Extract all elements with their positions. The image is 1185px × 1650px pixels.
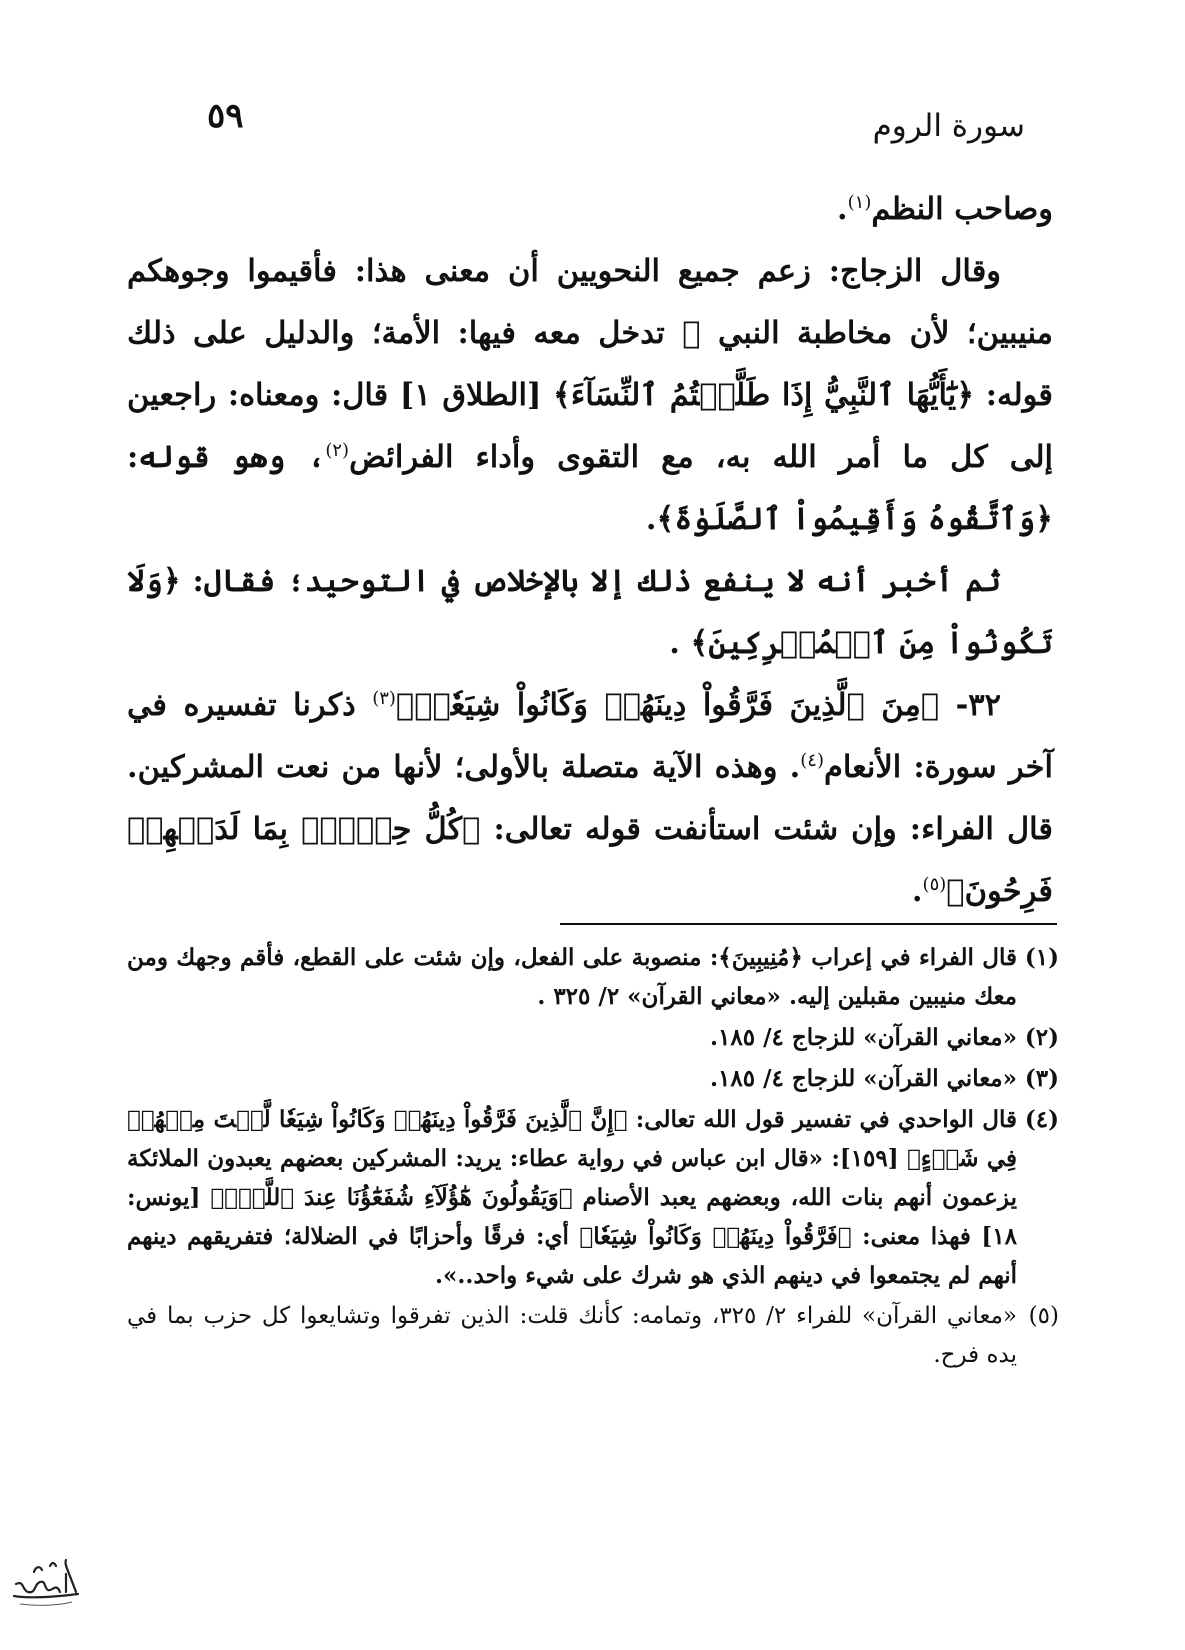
footnote-number: (٣) bbox=[1024, 1065, 1059, 1092]
paragraph-1-end: . bbox=[837, 191, 848, 227]
footnote-3 bbox=[127, 1059, 1059, 1098]
verse-number-32: ٣٢- bbox=[939, 687, 1001, 723]
footnote-text: «معاني القرآن» للفراء ٢/ ٣٢٥، وتمامه: كأنك قلت: الذين تفرقوا وتشايعوا كل حزب بما في يده فرح. bbox=[127, 1303, 1017, 1368]
main-text bbox=[127, 178, 1053, 922]
footnote-4 bbox=[127, 1100, 1059, 1295]
footnote-ref-1[interactable]: (١) bbox=[847, 191, 872, 213]
footnote-number: (٥) bbox=[1028, 1303, 1059, 1329]
footnote-1 bbox=[127, 938, 1059, 1016]
paragraph-2 bbox=[127, 240, 1053, 550]
quran-verse-talaq: ﴿يَٰٓأَيُّهَا ٱلنَّبِيُّ إِذَا طَلَّقۡتُمُ ٱلنِّسَآءَ﴾ bbox=[553, 377, 975, 413]
paragraph-4-end: . bbox=[911, 873, 923, 909]
paragraph-2-text-c: ، وهو قوله: bbox=[127, 439, 326, 475]
paragraph-3-end: . bbox=[669, 625, 691, 661]
footnotes bbox=[127, 938, 1059, 1377]
quran-verse-32: ﴿مِنَ ٱلَّذِينَ فَرَّقُواْ دِينَهُمۡ وَكَانُواْ شِيَعٗاۖ﴾ bbox=[395, 687, 940, 723]
quran-verse-salah: ﴿وَٱتَّقُوهُ وَأَقِيمُواْ ٱلصَّلَوٰةَ﴾ bbox=[656, 501, 1053, 537]
paragraph-4-text-b: . وهذه الآية متصلة بالأولى؛ لأنها من نعت المشركين. قال الفراء: وإن شئت استأنفت قوله تعالى: bbox=[127, 749, 1053, 847]
footnote-ref-4[interactable]: (٤) bbox=[800, 749, 824, 771]
paragraph-2-end: . bbox=[645, 501, 657, 537]
paragraph-2-text-b: [الطلاق ١] قال: ومعناه: راجعين إلى كل ما أمر الله به، مع التقوى وأداء الفرائض bbox=[127, 377, 1053, 475]
footnote-5 bbox=[127, 1297, 1059, 1375]
footnote-text: قال الواحدي في تفسير قول الله تعالى: ﴿إِنَّ ٱلَّذِينَ فَرَّقُواْ دِينَهُمۡ وَكَانُواْ شِيَعٗا لَّسۡتَ مِنۡهُمۡ فِي شَيۡءٍ﴾ [١٥٩]: «قال ابن عباس في رواية عطاء: يريد: المشركين بعضهم يعبدون الملائكة يزعمون أنهم بنات الله، وبعضهم يعبد الأصنام ﴿وَيَقُولُونَ هَٰٓؤُلَآءِ شُفَعَٰٓؤُنَا عِندَ ٱللَّهِۚ﴾ [يونس: ١٨] فهذا معنى: ﴿فَرَّقُواْ دِينَهُمۡ وَكَانُواْ شِيَعٗا﴾ أي: فرقًا وأحزابًا في الضلالة؛ فتفريقهم دينهم أنهم لم يجتمعوا في دينهم الذي هو شرك على شيء واحد..». bbox=[127, 1106, 1017, 1289]
paragraph-4 bbox=[127, 674, 1053, 922]
paragraph-1 bbox=[127, 178, 1053, 240]
footnote-2 bbox=[127, 1018, 1059, 1057]
paragraph-1-text: وصاحب النظم bbox=[871, 191, 1053, 227]
publisher-stamp-logo bbox=[6, 1552, 84, 1612]
footnote-text: قال الفراء في إعراب ﴿مُنِيبِينَ﴾: منصوبة على الفعل، وإن شئت على القطع، فأقم وجهك ومن معك منيبين مقبلين إليه. «معاني القرآن» ٢/ ٣٢٥ . bbox=[127, 944, 1017, 1010]
running-header-title: سورة الروم bbox=[872, 108, 1025, 144]
footnote-ref-3[interactable]: (٣) bbox=[372, 687, 396, 709]
page-number: ٥٩ bbox=[207, 96, 244, 136]
footnote-ref-2[interactable]: (٢) bbox=[325, 439, 350, 461]
footnote-text: «معاني القرآن» للزجاج ٤/ ١٨٥. bbox=[709, 1024, 1017, 1051]
paragraph-2-text-a: وقال الزجاج: زعم جميع النحويين أن معنى هذا: فأقيموا وجوهكم منيبين؛ لأن مخاطبة النبي ﷺ تدخل معه فيها: الأمة؛ والدليل على ذلك قوله: bbox=[127, 253, 1053, 413]
quran-verse-hizb: ﴿كُلُّ حِزۡبِۭ بِمَا لَدَيۡهِمۡ فَرِحُونَ﴾ bbox=[127, 811, 1053, 909]
quran-verse-mushrikin: ﴿وَلَا تَكُونُواْ مِنَ ٱلۡمُشۡرِكِينَ﴾ bbox=[127, 563, 1053, 661]
footnote-text: «معاني القرآن» للزجاج ٤/ ١٨٥. bbox=[709, 1065, 1017, 1092]
footnote-separator bbox=[560, 923, 1057, 925]
paragraph-3 bbox=[127, 550, 1053, 674]
footnote-ref-5[interactable]: (٥) bbox=[922, 873, 947, 895]
footnote-number: (٤) bbox=[1024, 1106, 1059, 1133]
paragraph-3-text: ثم أخبر أنه لا ينفع ذلك إلا بالإخلاص في التوحيد؛ فقال: bbox=[180, 563, 1001, 599]
paragraph-4-text-a: ذكرنا تفسيره في آخر سورة: الأنعام bbox=[127, 687, 1054, 785]
footnote-number: (١) bbox=[1024, 944, 1059, 971]
footnote-number: (٢) bbox=[1024, 1024, 1059, 1051]
